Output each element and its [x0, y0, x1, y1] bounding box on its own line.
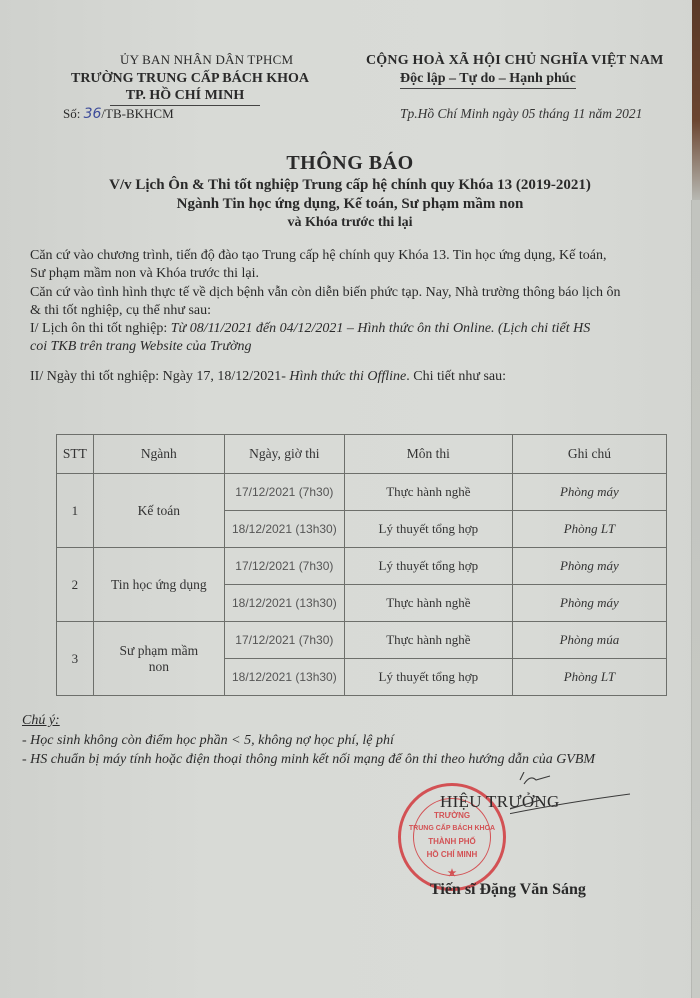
section-2-label: II/ Ngày thi tốt nghiệp: Ngày 17, 18/12/2021-	[30, 369, 290, 384]
national-motto: Độc lập – Tự do – Hạnh phúc	[400, 71, 576, 89]
table-row	[57, 474, 667, 511]
table-row	[57, 548, 667, 585]
section-1-detail: Từ 08/11/2021 đến 04/12/2021 – Hình thức ôn thi Online. (Lịch chi tiết HS	[170, 321, 591, 336]
document-date: Tp.Hồ Chí Minh ngày 05 tháng 11 năm 2021	[400, 106, 643, 121]
document-number-value: 36	[83, 106, 102, 122]
document-number-label: Số:	[63, 106, 84, 121]
header-stt: STT	[57, 435, 94, 474]
cell-ngay: 18/12/2021 (13h30)	[224, 585, 344, 622]
document-subject-line-2: Ngành Tin học ứng dụng, Kế toán, Sư phạm mầm non	[176, 196, 524, 212]
cell-ghi-chu: Phòng máy	[512, 474, 666, 511]
paragraph-2-line-1: Căn cứ vào tình hình thực tế về dịch bệnh vẫn còn diễn biến phức tạp. Nay, Nhà trường thông báo lịch ôn	[30, 285, 621, 300]
stamp-line-2: TRUNG CẤP BÁCH KHOA	[408, 825, 496, 832]
paragraph-1-line-1: Căn cứ vào chương trình, tiến độ đào tạo Trung cấp hệ chính quy Khóa 13. Tin học ứng dụng, Kế toán,	[30, 248, 607, 263]
signer-title: HIỆU TRƯỞNG	[440, 792, 560, 811]
cell-mon: Thực hành nghề	[344, 585, 512, 622]
document-number-suffix: /TB-BKHCM	[101, 106, 174, 121]
stamp-line-3: THÀNH PHỐ	[428, 837, 476, 846]
section-1	[30, 321, 590, 337]
authority-name: ỦY BAN NHÂN DÂN TPHCM	[120, 52, 294, 67]
section-1-line-2: coi TKB trên trang Website của Trường	[30, 339, 252, 354]
stamp-star-icon: ★	[447, 868, 457, 879]
cell-mon: Lý thuyết tổng hợp	[344, 511, 512, 548]
cell-mon: Lý thuyết tổng hợp	[344, 659, 512, 696]
paragraph-2-line-2: & thi tốt nghiệp, cụ thể như sau:	[30, 303, 212, 318]
table-row	[57, 622, 667, 659]
cell-mon: Lý thuyết tổng hợp	[344, 548, 512, 585]
cell-ngay: 17/12/2021 (7h30)	[224, 474, 344, 511]
paper-edge	[691, 200, 700, 998]
cell-ngay: 18/12/2021 (13h30)	[224, 659, 344, 696]
section-2-format: Hình thức thi Offline	[289, 369, 407, 384]
header-ngay: Ngày, giờ thi	[224, 435, 344, 474]
cell-ngay: 17/12/2021 (7h30)	[224, 622, 344, 659]
section-1-label: I/ Lịch ôn thi tốt nghiệp:	[30, 321, 171, 336]
signature-scribble-icon	[510, 772, 660, 832]
section-2-tail: . Chi tiết như sau:	[406, 369, 507, 384]
document-title: THÔNG BÁO	[286, 152, 414, 174]
paragraph-1-line-2: Sư phạm mầm non và Khóa trước thi lại.	[30, 266, 260, 281]
cell-ghi-chu: Phòng máy	[512, 548, 666, 585]
cell-mon: Thực hành nghề	[344, 622, 512, 659]
exam-schedule-table	[56, 434, 667, 696]
cell-ghi-chu: Phòng múa	[512, 622, 666, 659]
school-name: TRƯỜNG TRUNG CẤP BÁCH KHOA	[70, 71, 309, 86]
cell-ngay: 18/12/2021 (13h30)	[224, 511, 344, 548]
stamp-line-4: HỒ CHÍ MINH	[426, 850, 478, 859]
header-nganh: Ngành	[93, 435, 224, 474]
cell-ghi-chu: Phòng máy	[512, 585, 666, 622]
cell-nganh: Kế toán	[93, 474, 224, 548]
section-2	[30, 369, 506, 385]
notes-label: Chú ý:	[22, 713, 60, 728]
document-number	[63, 106, 174, 122]
national-title: CỘNG HOÀ XÃ HỘI CHỦ NGHĨA VIỆT NAM	[366, 53, 664, 68]
signer-name: Tiến sĩ Đặng Văn Sáng	[430, 881, 586, 898]
cell-nganh: Tin học ứng dụng	[93, 548, 224, 622]
cell-nganh: Sư phạm mầm non	[93, 622, 224, 696]
cell-ghi-chu: Phòng LT	[512, 659, 666, 696]
school-city: TP. HỒ CHÍ MINH	[110, 88, 260, 106]
cell-stt: 1	[57, 474, 94, 548]
document-subject-line-3: và Khóa trước thi lại	[287, 215, 413, 230]
cell-stt: 3	[57, 622, 94, 696]
header-mon: Môn thi	[344, 435, 512, 474]
table-header-row	[57, 435, 667, 474]
note-item-2: - HS chuẩn bị máy tính hoặc điện thoại thông minh kết nối mạng để ôn thi theo hướng dẫn của GVBM	[22, 752, 596, 767]
document-subject-line-1: V/v Lịch Ôn & Thi tốt nghiệp Trung cấp hệ chính quy Khóa 13 (2019-2021)	[109, 177, 591, 193]
cell-ngay: 17/12/2021 (7h30)	[224, 548, 344, 585]
cell-ghi-chu: Phòng LT	[512, 511, 666, 548]
cell-stt: 2	[57, 548, 94, 622]
cell-mon: Thực hành nghề	[344, 474, 512, 511]
note-item-1: - Học sinh không còn điểm học phần < 5, không nợ học phí, lệ phí	[22, 733, 394, 748]
stamp-line-1: TRƯỜNG	[433, 811, 471, 820]
header-ghi-chu: Ghi chú	[512, 435, 666, 474]
